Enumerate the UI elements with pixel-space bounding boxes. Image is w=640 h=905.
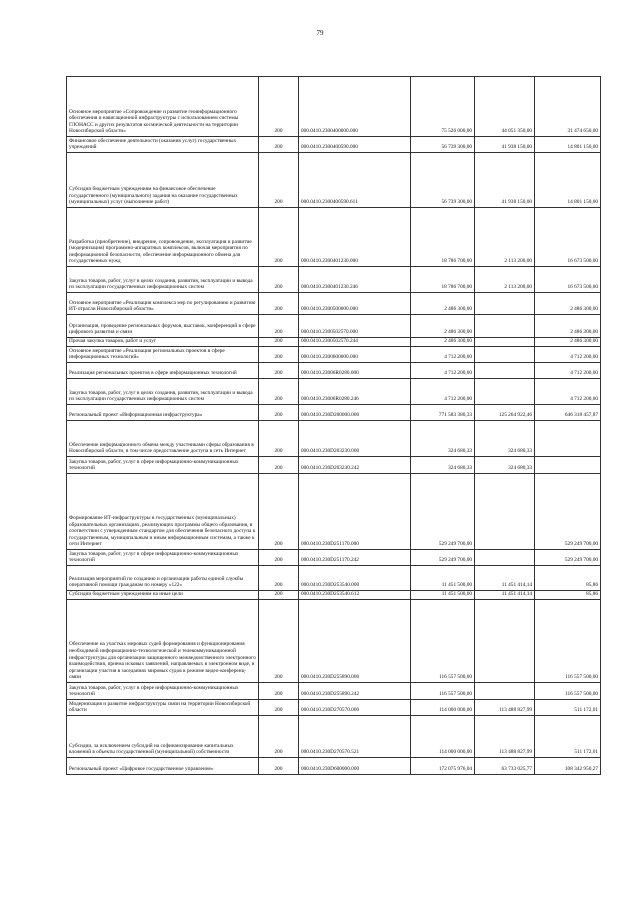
table-row: [67, 137, 601, 153]
row-classification: 000.0410.2300400000.000: [299, 77, 411, 137]
row-amount-1: 529 249 700,00: [411, 474, 475, 550]
table-row: [67, 591, 601, 600]
row-name: Модернизация и развитие инфраструктуры связи на территории Новосибирской области: [67, 700, 259, 716]
row-name: Формирование ИТ-инфраструктуры в государственных (муниципальных) образовательных организациях, реализующих программы общего образования, в соответствии с утвержденным стандартом для обеспечения безопасного доступа к государственным, муниципальным и иным информационным системам, а также к сети Интернет: [67, 474, 259, 550]
row-code: 200: [259, 293, 299, 315]
row-amount-2: 2 113 200,00: [475, 267, 535, 293]
row-name: Закупка товаров, работ, услуг в сфере информационно-коммуникационных технологий: [67, 550, 259, 566]
row-amount-3: 2 486 300,00: [535, 338, 601, 347]
row-name: Субсидии, за исключением субсидий на софинансирование капитальных вложений в объекты государственной (муниципальной) собственности: [67, 716, 259, 758]
row-amount-3: 14 801 150,00: [535, 153, 601, 208]
table-row: [67, 474, 601, 550]
row-name: Региональный проект «Цифровое государственное управление»: [67, 758, 259, 775]
row-amount-3: 108 342 950,27: [535, 758, 601, 775]
row-code: 200: [259, 267, 299, 293]
row-amount-1: 172 075 976,04: [411, 758, 475, 775]
row-classification: 000.0410.23006R0280.000: [299, 363, 411, 379]
row-name: Прочая закупка товаров, работ и услуг: [67, 338, 259, 347]
row-amount-1: 75 526 000,00: [411, 77, 475, 137]
row-amount-1: 18 786 700,00: [411, 267, 475, 293]
row-code: 200: [259, 716, 299, 758]
row-amount-3: 14 801 150,00: [535, 137, 601, 153]
table-row: [67, 683, 601, 700]
row-code: 200: [259, 153, 299, 208]
row-classification: 000.0410.2300600000.000: [299, 347, 411, 363]
row-classification: 000.0410.2300500000.000: [299, 293, 411, 315]
row-amount-2: [475, 683, 535, 700]
row-amount-2: 324 680,33: [475, 457, 535, 474]
row-amount-3: [535, 421, 601, 457]
row-amount-2: [475, 550, 535, 566]
row-classification: 000.0410.230D270570.521: [299, 716, 411, 758]
row-amount-3: 116 557 500,00: [535, 600, 601, 683]
row-name: Субсидии бюджетным учреждениям на иные цели: [67, 591, 259, 600]
row-amount-1: 2 486 300,00: [411, 293, 475, 315]
row-amount-3: 116 557 500,00: [535, 683, 601, 700]
table-row: [67, 379, 601, 405]
row-amount-3: 646 318 457,87: [535, 405, 601, 421]
row-amount-2: [475, 379, 535, 405]
row-amount-2: 2 113 200,00: [475, 208, 535, 267]
row-code: 200: [259, 700, 299, 716]
row-code: 200: [259, 137, 299, 153]
row-amount-2: [475, 338, 535, 347]
row-name: Реализация региональных проектов в сфере информационных технологий: [67, 363, 259, 379]
row-amount-1: 114 000 000,00: [411, 700, 475, 716]
row-amount-2: [475, 347, 535, 363]
row-classification: 000.0410.230D255890.242: [299, 683, 411, 700]
row-amount-3: 511 172,01: [535, 700, 601, 716]
table-row: [67, 267, 601, 293]
table-row: [67, 153, 601, 208]
row-amount-1: 2 486 300,00: [411, 315, 475, 338]
budget-table: [66, 76, 601, 775]
table-row: [67, 700, 601, 716]
row-amount-1: 4 712 200,00: [411, 379, 475, 405]
row-code: 200: [259, 363, 299, 379]
row-amount-3: 31 474 650,00: [535, 77, 601, 137]
row-classification: 000.0410.230D253540.612: [299, 591, 411, 600]
row-classification: 000.0410.23006R0280.246: [299, 379, 411, 405]
row-amount-3: 4 712 200,00: [535, 379, 601, 405]
row-classification: 000.0410.2300502570.000: [299, 315, 411, 338]
row-amount-2: [475, 315, 535, 338]
table-row: [67, 338, 601, 347]
row-amount-1: 324 680,33: [411, 457, 475, 474]
row-code: 200: [259, 457, 299, 474]
row-name: Обеспечение на участках мировых судей формирования и функционирования необходимой информационно-технологической и телекоммуникационной инфраструктуры для организации защищенного межведомственного электронного взаимодействия, приема исковых заявлений, направляемых в электронном виде, и организации участия в заседаниях мировых судов в режиме видео-конференц-связи: [67, 600, 259, 683]
row-classification: 000.0410.2300502570.244: [299, 338, 411, 347]
row-amount-3: 85,86: [535, 566, 601, 591]
table-row: [67, 293, 601, 315]
row-amount-2: 11 451 414,14: [475, 591, 535, 600]
row-name: Закупка товаров, работ, услуг в целях создания, развития, эксплуатации и вывода из эксплуатации государственных информационных систем: [67, 267, 259, 293]
row-classification: 000.0410.2300400590.611: [299, 153, 411, 208]
row-amount-2: 113 488 827,99: [475, 716, 535, 758]
row-amount-3: 529 249 700,00: [535, 550, 601, 566]
table-row: [67, 716, 601, 758]
table-row: [67, 363, 601, 379]
row-amount-2: [475, 363, 535, 379]
row-amount-1: 116 557 500,00: [411, 683, 475, 700]
row-name: Организация, проведение региональных форумов, выставок, конференций в сфере цифрового развития и связи: [67, 315, 259, 338]
row-amount-3: 4 712 200,00: [535, 347, 601, 363]
row-code: 200: [259, 379, 299, 405]
row-classification: 000.0410.230D203230.242: [299, 457, 411, 474]
row-code: 200: [259, 315, 299, 338]
row-amount-2: 324 680,33: [475, 421, 535, 457]
row-code: 200: [259, 338, 299, 347]
row-code: 200: [259, 405, 299, 421]
row-classification: 000.0410.230D200000.000: [299, 405, 411, 421]
row-amount-2: 41 938 150,00: [475, 153, 535, 208]
row-amount-1: 4 712 200,00: [411, 347, 475, 363]
row-amount-2: 125 264 922,46: [475, 405, 535, 421]
table-row: [67, 405, 601, 421]
row-amount-2: 41 938 150,00: [475, 137, 535, 153]
row-code: 200: [259, 77, 299, 137]
table-row: [67, 566, 601, 591]
row-classification: 000.0410.230D600000.000: [299, 758, 411, 775]
row-name: Закупка товаров, работ, услуг в целях создания, развития, эксплуатации и вывода из эксплуатации государственных информационных систем: [67, 379, 259, 405]
row-amount-3: 4 712 200,00: [535, 363, 601, 379]
table-row: [67, 457, 601, 474]
row-name: Обеспечение информационного обмена между участниками сферы образования в Новосибирской области, в том числе предоставление доступа в сеть Интернет: [67, 421, 259, 457]
row-name: Субсидии бюджетным учреждениям на финансовое обеспечение государственного (муниципального) задания на оказание государственных (муниципальных) услуг (выполнение работ): [67, 153, 259, 208]
row-classification: 000.0410.230D251170.000: [299, 474, 411, 550]
row-amount-1: 771 583 380,33: [411, 405, 475, 421]
row-amount-1: 324 680,33: [411, 421, 475, 457]
row-amount-3: 16 673 500,00: [535, 208, 601, 267]
table-row: [67, 347, 601, 363]
row-amount-2: 63 733 025,77: [475, 758, 535, 775]
row-amount-3: 16 673 500,00: [535, 267, 601, 293]
row-classification: 000.0410.230D203230.000: [299, 421, 411, 457]
row-name: Закупка товаров, работ, услуг в сфере информационно-коммуникационных технологий: [67, 457, 259, 474]
table-row: [67, 550, 601, 566]
row-amount-1: 18 786 700,00: [411, 208, 475, 267]
page-number: 79: [316, 29, 324, 37]
row-amount-3: 2 486 300,00: [535, 293, 601, 315]
table-row: [67, 758, 601, 775]
row-classification: 000.0410.230D251170.242: [299, 550, 411, 566]
row-amount-1: 116 557 500,00: [411, 600, 475, 683]
row-code: 200: [259, 566, 299, 591]
row-amount-2: [475, 600, 535, 683]
row-amount-1: 11 451 500,00: [411, 591, 475, 600]
row-amount-1: 2 486 300,00: [411, 338, 475, 347]
row-classification: 000.0410.2300400590.000: [299, 137, 411, 153]
row-name: Основное мероприятие «Сопровождение и развитие геоинформационного обеспечения и навигационной инфраструктуры с использованием системы ГЛОНАСС и других результатов космической деятельности на территории Новосибирской области»: [67, 77, 259, 137]
row-amount-1: 529 249 700,00: [411, 550, 475, 566]
row-code: 200: [259, 347, 299, 363]
row-code: 200: [259, 758, 299, 775]
row-amount-1: 11 451 500,00: [411, 566, 475, 591]
row-name: Закупка товаров, работ, услуг в сфере информационно-коммуникационных технологий: [67, 683, 259, 700]
row-amount-1: 4 712 200,00: [411, 363, 475, 379]
row-amount-3: 511 172,01: [535, 716, 601, 758]
row-name: Реализация мероприятий по созданию и организации работы единой службы оперативной помощи гражданам по номеру «122»: [67, 566, 259, 591]
row-code: 200: [259, 550, 299, 566]
row-amount-3: 2 486 300,00: [535, 315, 601, 338]
row-amount-2: [475, 293, 535, 315]
row-amount-2: 44 051 350,00: [475, 77, 535, 137]
row-amount-1: 56 739 300,00: [411, 153, 475, 208]
row-amount-1: 114 000 000,00: [411, 716, 475, 758]
row-classification: 000.0410.2300401230.246: [299, 267, 411, 293]
row-classification: 000.0410.230D253540.000: [299, 566, 411, 591]
row-amount-3: 85,86: [535, 591, 601, 600]
row-amount-2: [475, 474, 535, 550]
row-amount-1: 56 739 300,00: [411, 137, 475, 153]
row-name: Основное мероприятие «Реализация региональных проектов в сфере информационных технологий»: [67, 347, 259, 363]
row-code: 200: [259, 474, 299, 550]
row-amount-2: 11 451 414,14: [475, 566, 535, 591]
row-code: 200: [259, 683, 299, 700]
table-row: [67, 600, 601, 683]
row-code: 200: [259, 208, 299, 267]
row-amount-3: 529 249 700,00: [535, 474, 601, 550]
row-name: Региональный проект «Информационная инфраструктура»: [67, 405, 259, 421]
table-row: [67, 315, 601, 338]
row-code: 200: [259, 421, 299, 457]
table-row: [67, 208, 601, 267]
row-amount-2: 113 488 827,99: [475, 700, 535, 716]
row-classification: 000.0410.2300401230.000: [299, 208, 411, 267]
row-classification: 000.0410.230D255890.000: [299, 600, 411, 683]
row-name: Финансовое обеспечение деятельности (оказания услуг) государственных учреждений: [67, 137, 259, 153]
row-code: 200: [259, 591, 299, 600]
row-amount-3: [535, 457, 601, 474]
row-classification: 000.0410.230D270570.000: [299, 700, 411, 716]
budget-table-body: [67, 77, 601, 775]
row-name: Основное мероприятие «Реализация комплекса мер по регулированию и развитию ИТ-отрасли Новосибирской области»: [67, 293, 259, 315]
row-code: 200: [259, 600, 299, 683]
table-row: [67, 421, 601, 457]
row-name: Разработка (приобретение), внедрение, сопровождение, эксплуатация и развитие (модернизация) программно-аппаратных комплексов, включая мероприятия по информационной безопасности, обеспечение информационного обмена для государственных нужд: [67, 208, 259, 267]
table-row: [67, 77, 601, 137]
